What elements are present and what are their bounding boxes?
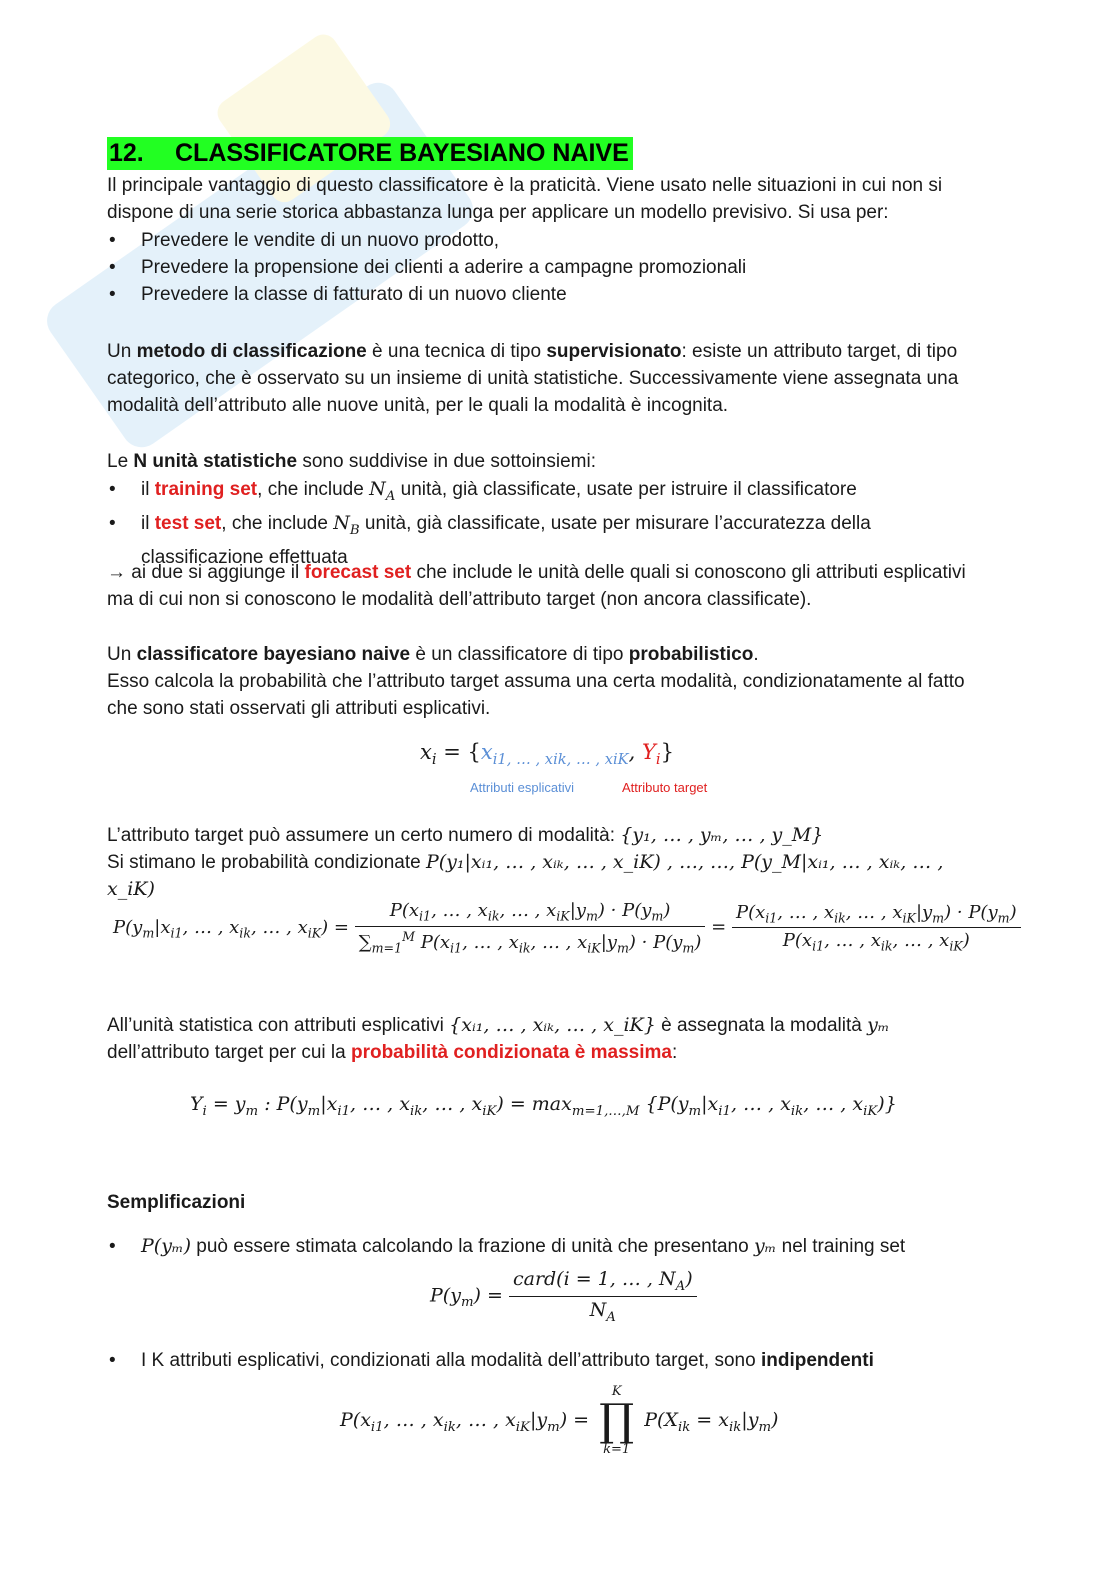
intro-bullet-list [107, 227, 997, 308]
bayes-paragraph: Un classificatore bayesiano naive è un classificatore di tipo probabilistico. Esso calcola la probabilità che l’attributo target assuma una certa modalità, condizionatamente al fatto che sono stati osservati gli attributi esplicativi. [107, 644, 965, 719]
simplification-item-2 [107, 1347, 997, 1374]
caption-target: Attributo target [622, 780, 708, 795]
arrow-icon: → [107, 562, 126, 583]
list-item: • P(yₘ) può essere stimata calcolando la frazione di unità che presentano yₘ nel training set [109, 1235, 906, 1257]
formula-xi: $x_i = \{x_{i1, \dots , xik, \dots , xiK}$, $Y_i$} [420, 740, 674, 769]
caption-explicative: Attributi esplicativi [470, 780, 575, 795]
simplifications-title: Semplificazioni [107, 1192, 246, 1213]
list-item: • Prevedere la propensione dei clienti a aderire a campagne promozionali [109, 257, 747, 278]
metodo-paragraph: Un metodo di classificazione è una tecnica di tipo supervisionato: esiste un attributo target, di tipo categorico, che è osservato su un insieme di unità statistiche. Successivamente viene assegnata una modalità dell’attributo alle nuove unità, per le quali la modalità è incognita. [107, 341, 959, 416]
forecast-paragraph: → ai due si aggiunge il forecast set che include le unità delle quali si conoscono gli attributi esplicativi ma di cui non si conoscono le modalità dell’attributo target (non ancora classificate). [107, 562, 966, 610]
unita-intro: Le N unità statistiche sono suddivise in due sottoinsiemi: [107, 451, 596, 472]
independence-formula: $P(x_{i1}$, … , $x_{ik}$, … , $x_{iK}|y_m$) = K ∏ k=1 $P(X_{ik} = x_{ik}|y_m)$ [340, 1384, 779, 1457]
simplification-item-1 [107, 1233, 997, 1260]
test-set-item: • il test set, che include $N_B$ unità, già classificate, usate per misurare l’accuratezza della classificazione effettuata [109, 511, 871, 568]
sets-bullet-list [107, 476, 997, 571]
bayes-formula: $P(y_m|x_{i1}$, … , $x_{ik}$, … , $x_{iK}$) = $\frac{P(x_{i1}, \dots , x_{ik}, \dots , x_{iK}|y_m) \cdot P(y_m)}{\sum_{m=1}^M P(x_{i1}, \dots , x_{ik}, \dots , x_{iK}|y_m) \cdot P(y_m)}$ = $\frac{P(x_{i1}, \dots , x_{ik}, \dots , x_{iK}|y_m) \cdot P(y_m)}{P(x_{i1}, \dots , x_{ik}, \dots , x_{iK})}$ [113, 900, 1021, 955]
argmax-formula: $Y_i = y_m$ : $P(y_m|x_{i1}$, … , $x_{ik}$, … , $x_{iK}) = \max_{m=1,\dots,M} \{P(y_m|x_{i1}$, … , $x_{ik}$, … , $x_{iK}$)} [190, 1093, 897, 1119]
section-heading [107, 137, 633, 170]
list-item: • Prevedere la classe di fatturato di un nuovo cliente [109, 284, 567, 305]
training-set-item: • il training set, che include $N_A$ unità, già classificate, usate per istruire il classificatore [109, 478, 857, 504]
section-number: 12. [109, 139, 144, 167]
section-title: CLASSIFICATORE BAYESIANO NAIVE [175, 139, 629, 167]
intro-paragraph: Il principale vantaggio di questo classificatore è la praticità. Viene usato nelle situazioni in cui non si dispone di una serie storica abbastanza lunga per applicare un modello previsivo. Si usa per: [107, 175, 943, 223]
list-item: • Prevedere le vendite di un nuovo prodotto, [109, 230, 500, 251]
assign-paragraph: All’unità statistica con attributi esplicativi {xᵢ₁, … , xᵢₖ, … , x_iK} è assegnata la modalità yₘ dell’attributo target per cui la probabilità condizionata è massima: [107, 1014, 890, 1063]
target-modalities: L’attributo target può assumere un certo numero di modalità: {y₁, … , yₘ, … , y_M} Si stimano le probabilità condizionate P(y₁|xᵢ₁, … , xᵢₖ, … , x_iK) , …, …, P(y_M|xᵢ₁, … , xᵢₖ, … , x_iK) [107, 824, 944, 900]
prior-formula: $P(y_m)$ = $\frac{card(i = 1, \dots , N_A)}{N_A}$ [430, 1268, 697, 1325]
list-item: • I K attributi esplicativi, condizionati alla modalità dell’attributo target, sono indipendenti [109, 1350, 874, 1371]
